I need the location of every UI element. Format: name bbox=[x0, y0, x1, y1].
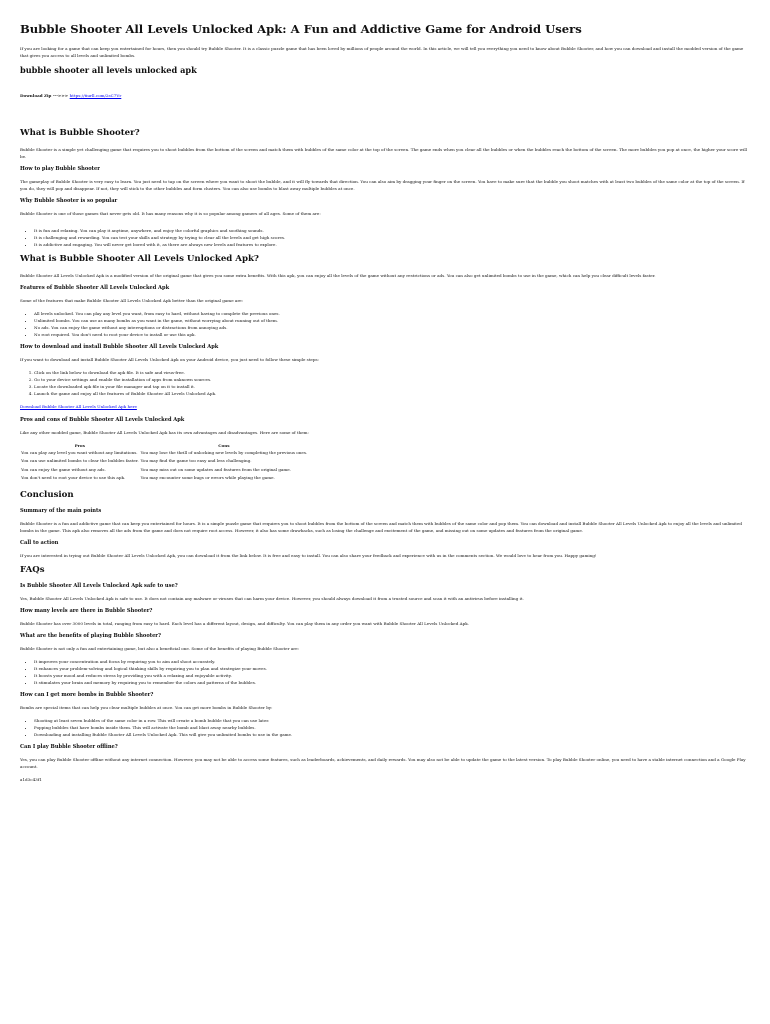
paragraph: If you are interested in trying out Bubble Shooter All Levels Unlocked Apk, you can download it from the link below. It is free and easy to install. You can also share your feedback and experience with us in the comments section. We would love to hear from you. Happy gaming! bbox=[20, 553, 597, 559]
paragraph: Like any other modded game, Bubble Shooter All Levels Unlocked Apk has its own advantages and disadvantages. Here are some of them: bbox=[20, 430, 309, 435]
page-title: Bubble Shooter All Levels Unlocked Apk: A Fun and Addictive Game for Android Users bbox=[20, 22, 582, 36]
section-heading: FAQs bbox=[20, 565, 45, 576]
table-cell: You don't need to root your device to use this apk. bbox=[21, 474, 126, 480]
benefits-list bbox=[20, 658, 750, 686]
list-item: • It stimulates your brain and memory by requiring you to remember the colors and patterns of the bubbles. bbox=[34, 679, 750, 686]
table-row bbox=[20, 466, 308, 474]
subsection-heading: Summary of the main points bbox=[20, 508, 102, 515]
subsection-heading: Features of Bubble Shooter All Levels Unlocked Apk bbox=[20, 285, 170, 291]
list-item: • It is fun and relaxing. You can play it anytime, anywhere, and enjoy the colorful graphics and soothing sounds. bbox=[34, 227, 750, 234]
subsection-heading: Call to action bbox=[20, 540, 59, 547]
list-item: • No root required. You don't need to root your device to install or use this apk. bbox=[34, 331, 750, 338]
table-cell: You can play any level you want without any limitations. bbox=[21, 450, 138, 455]
list-item: 4. Launch the game and enjoy all the features of Bubble Shooter All Levels Unlocked Apk. bbox=[34, 390, 750, 397]
faq-answer: Yes, Bubble Shooter All Levels Unlocked Apk is safe to use. It does not contain any malware or viruses that can harm your device. However, you should always download it from a trusted source and scan it with an antivirus before installing it. bbox=[20, 596, 524, 602]
section-heading: What is Bubble Shooter All Levels Unlocked Apk? bbox=[20, 254, 259, 264]
why-list bbox=[20, 227, 750, 248]
section-heading: What is Bubble Shooter? bbox=[20, 128, 140, 138]
link-paragraph bbox=[20, 403, 750, 410]
list-item: 3. Locate the downloaded apk file in your file manager and tap on it to install it. bbox=[34, 383, 750, 390]
paragraph: Bubble Shooter is a simple yet challenging game that requires you to shoot bubbles from the bottom of the screen and match them with bubbles of the same color at the top of the screen. The game ends when you clear all the bubbles or when the bubbles reach the bottom of the screen. The more bubbles you pop at once, the higher your score will be. bbox=[20, 147, 747, 159]
list-item: • All levels unlocked. You can play any level you want, from easy to hard, without having to complete the previous ones. bbox=[34, 310, 750, 317]
paragraph: If you want to download and install Bubble Shooter All Levels Unlocked Apk on your Android device, you just need to follow these simple steps: bbox=[20, 357, 319, 362]
bombs-list bbox=[20, 717, 750, 738]
list-item: • No ads. You can enjoy the game without any interruptions or distractions from annoying ads. bbox=[34, 324, 750, 331]
table-row bbox=[20, 457, 308, 465]
list-item: • It is challenging and rewarding. You can test your skills and strategy by trying to clear all the levels and get high scores. bbox=[34, 234, 750, 241]
subsection-heading: How to play Bubble Shooter bbox=[20, 166, 100, 172]
list-item: • Downloading and installing Bubble Shooter All Levels Unlocked Apk. This will give you unlimited bombs to use in the game. bbox=[34, 731, 750, 738]
install-steps bbox=[20, 369, 750, 397]
table-header: Pros bbox=[74, 443, 85, 448]
list-item: • It improves your concentration and focus by requiring you to aim and shoot accurately. bbox=[34, 658, 750, 665]
faq-question: How can I get more bombs in Bubble Shooter? bbox=[20, 692, 154, 699]
pros-cons-table bbox=[20, 442, 308, 482]
table-cell: You can enjoy the game without any ads. bbox=[21, 466, 106, 472]
list-item: 2. Go to your device settings and enable the installation of apps from unknown sources. bbox=[34, 376, 750, 383]
list-item: • It is addictive and engaging. You will never get bored with it, as there are always new levels and features to explore. bbox=[34, 241, 750, 248]
list-item: • It boosts your mood and reduces stress by providing you with a relaxing and enjoyable activity. bbox=[34, 672, 750, 679]
faq-question: What are the benefits of playing Bubble Shooter? bbox=[20, 633, 161, 640]
table-cell: You may find the game too easy and less challenging. bbox=[140, 458, 252, 464]
section-heading: Conclusion bbox=[20, 490, 74, 501]
subsection-heading: Why Bubble Shooter is so popular bbox=[20, 198, 118, 204]
subtitle: bubble shooter all levels unlocked apk bbox=[20, 65, 197, 75]
list-item: • It enhances your problem-solving and logical thinking skills by requiring you to plan and strategize your moves. bbox=[34, 665, 750, 672]
faq-question: How many levels are there in Bubble Shooter? bbox=[20, 608, 153, 615]
list-item: • Shooting at least seven bubbles of the same color in a row. This will create a bomb bubble that you can use later. bbox=[34, 717, 750, 724]
subsection-heading: How to download and install Bubble Shooter All Levels Unlocked Apk bbox=[20, 344, 219, 350]
paragraph: The gameplay of Bubble Shooter is very easy to learn. You just need to tap on the screen where you want to shoot the bubble, and it will fly towards that direction. You can also aim by dragging your finger on the screen. You have to make sure that the bubble you shoot matches with at least two bubbles of the same color at the top of the screen. If you do, they will pop and disappear. If not, they will stick to the other bubbles and form clusters. You can also use bombs to blast away multiple bubbles at once. bbox=[20, 179, 745, 191]
faq-question: Is Bubble Shooter All Levels Unlocked Apk safe to use? bbox=[20, 583, 178, 590]
faq-answer: Bubble Shooter is not only a fun and entertaining game, but also a beneficial one. Some of the benefits of playing Bubble Shooter are: bbox=[20, 646, 300, 652]
faq-answer: Bubble Shooter has over 3000 levels in total, ranging from easy to hard. Each level has a different layout, design, and difficulty. You can play them in any order you want with Bubble Shooter All Levels Unlocked Apk. bbox=[20, 621, 470, 627]
apk-download-link[interactable]: Download Bubble Shooter All Levels Unlocked Apk here bbox=[20, 404, 137, 409]
list-item: • Popping bubbles that have bombs inside them. This will activate the bomb and blast away nearby bubbles. bbox=[34, 724, 750, 731]
table-header: Cons bbox=[218, 443, 230, 448]
faq-answer: Yes, you can play Bubble Shooter offline without any internet connection. However, you may not be able to access some features, such as leaderboards, achievements, and daily rewards. You may also not be able to update the game to the latest version. To play Bubble Shooter online, you need to have a stable internet connection and a Google Play account. bbox=[20, 757, 746, 770]
table-cell: You may encounter some bugs or errors while playing the game. bbox=[140, 474, 275, 480]
faq-question: Can I play Bubble Shooter offline? bbox=[20, 744, 118, 751]
article bbox=[20, 22, 750, 789]
paragraph: Bubble Shooter is a fun and addictive game that can keep you entertained for hours. It is a simple puzzle game that requires you to shoot bubbles from the bottom of the screen and match them with bubbles of the same color and pop them. You can download and install Bubble Shooter All Levels Unlocked Apk to enjoy all the levels and unlimited bombs in the game. This apk also removes all the ads from the game and does not require root access. However, it also has some drawbacks, such as losing the challenge and excitement of the game, and missing out on some updates and features from the original game. bbox=[20, 521, 742, 534]
table-header-row bbox=[20, 442, 308, 449]
intro-paragraph: If you are looking for a game that can keep you entertained for hours, then you should try Bubble Shooter. It is a classic puzzle game that has been loved by millions of people around the world. In this article, we will tell you everything you need to know about Bubble Shooter, and how you can download and install the modded version of the game that gives you access to all levels and unlimited bombs. bbox=[20, 46, 744, 58]
download-link[interactable]: https://tiurll.com/2sC7Vr bbox=[69, 93, 122, 98]
table-row bbox=[20, 449, 308, 457]
table-cell: You may miss out on some updates and features from the original game. bbox=[140, 466, 292, 472]
download-line bbox=[20, 93, 750, 98]
table-row bbox=[20, 474, 308, 482]
footer-code: a1d3c43f1 bbox=[20, 777, 42, 783]
subsection-heading: Pros and cons of Bubble Shooter All Levels Unlocked Apk bbox=[20, 417, 185, 423]
download-label: Download Zip --->>> bbox=[20, 93, 70, 98]
features-list bbox=[20, 310, 750, 338]
table-cell: You may lose the thrill of unlocking new levels by completing the previous ones. bbox=[140, 450, 308, 455]
table-cell: You can use unlimited bombs to clear the bubbles faster. bbox=[21, 458, 139, 464]
list-item: • Unlimited bombs. You can use as many bombs as you want in the game, without worrying about running out of them. bbox=[34, 317, 750, 324]
faq-answer: Bombs are special items that can help you clear multiple bubbles at once. You can get more bombs in Bubble Shooter by: bbox=[20, 705, 273, 711]
list-item: 1. Click on the link below to download the apk file. It is safe and virus-free. bbox=[34, 369, 750, 376]
paragraph: Some of the features that make Bubble Shooter All Levels Unlocked Apk better than the original game are: bbox=[20, 298, 244, 303]
paragraph: Bubble Shooter is one of those games that never gets old. It has many reasons why it is so popular among gamers of all ages. Some of them are: bbox=[20, 211, 321, 216]
paragraph: Bubble Shooter All Levels Unlocked Apk is a modified version of the original game that gives you some extra benefits. With this apk, you can enjoy all the levels of the game without any restrictions or ads. You can also get unlimited bombs to use in the game, which can help you clear difficult levels faster. bbox=[20, 273, 656, 278]
